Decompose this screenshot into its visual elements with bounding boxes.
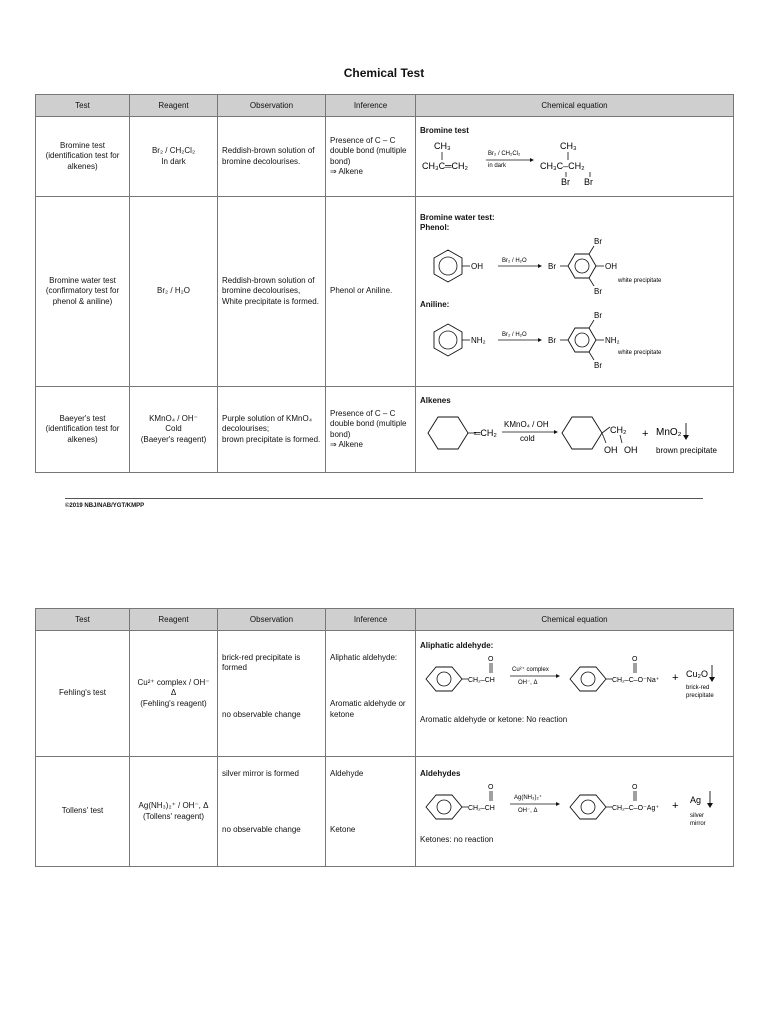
ch3-text: CH₃ (434, 140, 451, 151)
ch2-text: CH₂ (610, 424, 627, 435)
reagent-line: Cu²⁺ complex / OH⁻ (137, 677, 210, 687)
inference-cell (326, 117, 416, 197)
inference-line: Ketone (330, 825, 356, 835)
footer-copyright: ©2019 NBJ/NAB/YGT/KMPP (65, 498, 703, 509)
reagent-line: Br₂ / CH₂Cl₂ (151, 146, 196, 156)
phenol-equation (420, 234, 720, 300)
plus-text: + (672, 800, 679, 813)
reagent-cell (130, 757, 218, 867)
product-text: CH₂–C–O⁻Ag⁺ (612, 805, 660, 813)
oh-text: OH (624, 444, 638, 455)
reactant-text: CH₂–CH (468, 805, 495, 813)
header-inference: Inference (326, 609, 416, 631)
arrow-bottom-text: OH⁻, Δ (518, 808, 538, 815)
product-text: CH₃C–CH₂ (540, 160, 585, 171)
equation-cell (416, 631, 734, 757)
reagent-line: (Tollens' reagent) (142, 811, 205, 821)
arrow-top-text: Br₂ / CH₂Cl₂ (488, 150, 521, 157)
test-cell: Baeyer's test (identification test for alkenes) (36, 387, 130, 473)
inference-cell: Phenol or Aniline. (326, 197, 416, 387)
arrow-bottom-text: cold (520, 433, 535, 443)
chemical-test-table-2 (35, 608, 734, 867)
equation-note: Aromatic aldehyde or ketone: No reaction (420, 715, 568, 725)
product-text: CH₂–C–O⁻Na⁺ (612, 677, 660, 685)
nh2-text: NH₂ (605, 336, 620, 346)
tollens-equation (420, 779, 720, 829)
header-observation: Observation (218, 95, 326, 117)
brown-precipitate-text: brown precipitate (656, 445, 717, 455)
header-chemical-equation: Chemical equation (416, 609, 734, 631)
observation-line: silver mirror is formed (222, 769, 299, 778)
inference-cell (326, 631, 416, 757)
oh-text: OH (604, 444, 618, 455)
table-row (36, 631, 734, 757)
inference-line: Presence of C – C double bond (multiple bond) (330, 408, 407, 439)
oxygen-text: O (632, 656, 638, 664)
baeyer-equation (420, 407, 720, 463)
reagent-line: (Fehling's reagent) (140, 698, 207, 708)
observation-line: no observable change (222, 825, 301, 835)
ag-text: Ag (690, 795, 702, 806)
inference-line: ⇒ Alkene (330, 439, 363, 449)
reagent-line: Cold (165, 424, 182, 434)
inference-line: Presence of C – C double bond (multiple bond) (330, 135, 407, 166)
equation-cell (416, 757, 734, 867)
table-row (36, 197, 734, 387)
observation-cell: Reddish-brown solution of bromine decolourises. (218, 117, 326, 197)
equation-label: Bromine water test: (420, 212, 495, 222)
reagent-line: (Baeyer's reagent) (140, 434, 207, 444)
bromine-test-equation (420, 137, 720, 187)
inference-line: ⇒ Alkene (330, 166, 363, 176)
header-observation: Observation (218, 609, 326, 631)
reagent-line: In dark (161, 156, 186, 166)
white-precipitate-text: white precipitate (618, 350, 662, 357)
br-text: Br (561, 176, 570, 187)
plus-text: + (642, 427, 649, 440)
test-cell: Bromine water test (confirmatory test for phenol & aniline) (36, 197, 130, 387)
observation-cell (218, 757, 326, 867)
inference-line: Aliphatic aldehyde: (330, 653, 398, 662)
aniline-equation (420, 310, 720, 370)
arrow-top-text: KMnO₄ / OH (504, 419, 549, 429)
observation-line: Purple solution of KMnO₄ decolourises; (222, 413, 312, 434)
observation-cell (218, 631, 326, 757)
inference-line: Aldehyde (330, 769, 364, 778)
br-text: Br (594, 311, 602, 321)
header-test: Test (36, 609, 130, 631)
br-text: Br (594, 361, 602, 371)
reagent-cell (130, 387, 218, 473)
test-cell: Bromine test (identification test for alkenes) (36, 117, 130, 197)
test-cell: Tollens' test (36, 757, 130, 867)
reagent-cell (130, 631, 218, 757)
br-text: Br (594, 286, 602, 296)
reactant-text: CH₂–CH (468, 677, 495, 685)
page-title: Chemical Test (343, 66, 425, 80)
br-text: Br (548, 336, 556, 346)
reagent-cell (130, 117, 218, 197)
header-chemical-equation: Chemical equation (416, 95, 734, 117)
test-cell: Fehling's test (36, 631, 130, 757)
equation-label: Aliphatic aldehyde: (420, 641, 494, 650)
reagent-cell: Br₂ / H₂O (130, 197, 218, 387)
cu2o-text: Cu₂O (686, 669, 708, 680)
oxygen-text: O (632, 784, 638, 792)
br-text: Br (548, 261, 556, 271)
arrow-top-text: Br₂ / H₂O (502, 332, 527, 339)
equation-note: Ketones: no reaction (420, 835, 494, 845)
header-reagent: Reagent (130, 609, 218, 631)
equation-cell (416, 197, 734, 387)
brick-red-text: brick-red (686, 685, 710, 692)
reactant-text: CH₃C═CH₂ (422, 160, 469, 171)
chemical-test-table-1 (35, 94, 734, 473)
plus-text: + (672, 672, 679, 685)
observation-line: brown precipitate is formed. (222, 434, 321, 444)
table-row (36, 117, 734, 197)
arrow-bottom-text: in dark (488, 162, 507, 169)
arrow-top-text: Cu²⁺ complex (512, 667, 549, 674)
header-test: Test (36, 95, 130, 117)
equation-label: Bromine test (420, 126, 469, 136)
oxygen-text: O (488, 656, 494, 664)
table-header-row (36, 609, 734, 631)
equation-cell (416, 117, 734, 197)
oxygen-text: O (488, 784, 494, 792)
phenol-label: Phenol: (420, 223, 450, 233)
arrow-top-text: Br₂ / H₂O (502, 257, 527, 264)
white-precipitate-text: white precipitate (618, 277, 662, 284)
br-text: Br (584, 176, 593, 187)
oh-text: OH (605, 261, 617, 271)
fehling-equation (420, 651, 720, 701)
arrow-bottom-text: OH⁻, Δ (518, 680, 538, 687)
equation-label: Alkenes (420, 396, 451, 406)
arrow-top-text: Ag(NH₃)₂⁺ (514, 795, 542, 802)
ch2-text: ═CH₂ (474, 427, 497, 438)
header-inference: Inference (326, 95, 416, 117)
header-reagent: Reagent (130, 95, 218, 117)
observation-cell (218, 387, 326, 473)
aniline-label: Aniline: (420, 299, 450, 309)
reagent-line: Ag(NH₃)₂⁺ / OH⁻, Δ (138, 801, 209, 811)
observation-line: no observable change (222, 709, 301, 719)
br-text: Br (594, 236, 602, 246)
inference-cell (326, 757, 416, 867)
table-header-row (36, 95, 734, 117)
inference-cell (326, 387, 416, 473)
ch3-product-text: CH₃ (560, 140, 577, 151)
nh2-text: NH₂ (471, 336, 486, 346)
table-row (36, 387, 734, 473)
mirror-text: mirror (690, 821, 706, 828)
precipitate-text: precipitate (686, 693, 714, 700)
observation-line: brick-red precipitate is formed (222, 653, 301, 673)
inference-line: Aromatic aldehyde or ketone (330, 699, 406, 719)
oh-text: OH (471, 261, 483, 271)
reagent-line: Δ (170, 688, 177, 698)
equation-cell (416, 387, 734, 473)
reagent-line: KMnO₄ / OH⁻ (149, 413, 198, 423)
silver-text: silver (690, 813, 705, 820)
mno2-text: MnO₂ (656, 426, 682, 438)
equation-label: Aldehydes (420, 769, 461, 778)
observation-cell: Reddish-brown solution of bromine decolourises, White precipitate is formed. (218, 197, 326, 387)
table-row (36, 757, 734, 867)
